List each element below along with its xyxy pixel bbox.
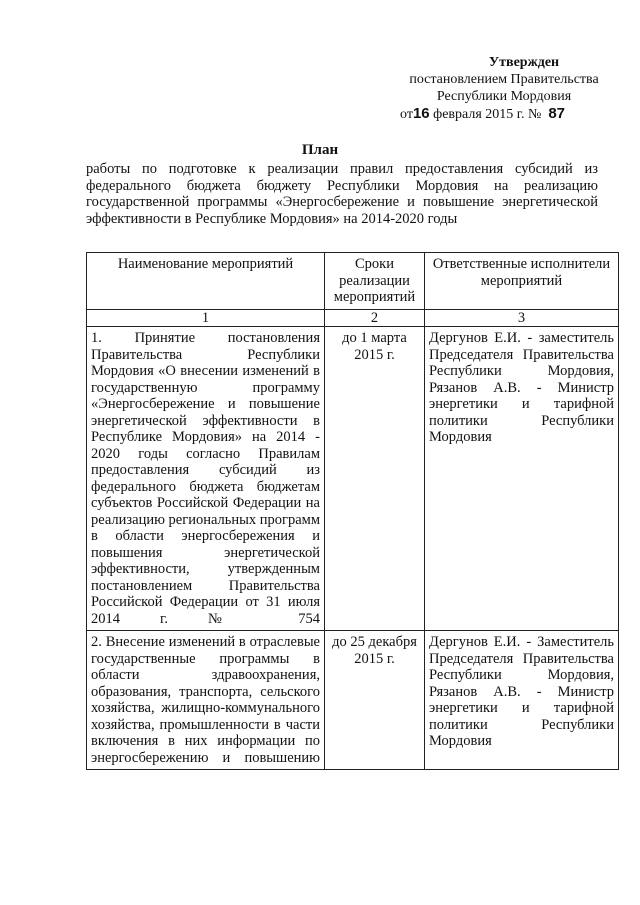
approval-line-3: Республики Мордовия xyxy=(436,89,572,104)
activity-name: 2. Внесение изменений в отраслевые государственные программы в области здравоохранения, образования, транспорта, сельского хозяйства, жилищно-коммунального хозяйства, промышленности в части включения в них информации по энергосбережению и повышению xyxy=(87,631,325,770)
approval-stamp xyxy=(388,54,620,123)
table-header-row xyxy=(87,253,619,310)
decree-number: 87 xyxy=(548,105,565,122)
document-subtitle: работы по подготовке к реализации правил предоставления субсидий из федерального бюджета бюджету Республики Мордовия на реализацию государственной программы «Энергосбережение и повышение энергетической эффективности в Республике Мордовия» на 2014-2020 годы xyxy=(86,161,598,227)
col-number-3: 3 xyxy=(425,309,619,327)
col-number-1: 1 xyxy=(87,309,325,327)
table-number-row xyxy=(87,309,619,327)
activity-term: до 1 марта 2015 г. xyxy=(325,327,425,631)
activity-responsible: Дергунов Е.И. - Заместитель Председателя Правительства Республики Мордовия, Рязанов А.В. - Министр энергетики и тарифной политики Республики Мордовия xyxy=(425,631,619,770)
header-activities: Наименование мероприятий xyxy=(87,253,325,310)
approval-line-2: постановлением Правительства xyxy=(409,72,599,87)
col-number-2: 2 xyxy=(325,309,425,327)
header-terms: Сроки реализации мероприятий xyxy=(325,253,425,310)
date-prefix: от xyxy=(400,107,413,122)
table-row xyxy=(87,327,619,631)
date-rest: февраля 2015 г. № xyxy=(429,107,542,122)
activity-responsible: Дергунов Е.И. - заместитель Председателя Правительства Республики Мордовия, Рязанов А.В. - Министр энергетики и тарифной политики Республики Мордовия xyxy=(425,327,619,631)
approval-date xyxy=(388,105,620,123)
plan-table xyxy=(86,252,619,770)
activity-term: до 25 декабря 2015 г. xyxy=(325,631,425,770)
date-day: 16 xyxy=(412,105,430,122)
header-responsible: Ответственные исполнители мероприятий xyxy=(425,253,619,310)
table-row xyxy=(87,631,619,770)
activity-name: 1. Принятие постановления Правительства Республики Мордовия «О внесении изменений в государственную программу «Энергосбережение и повышение энергетической эффективности в Республике Мордовия» на 2014 - 2020 годы согласно Правилам предоставления субсидий из федерального бюджета бюджетам субъектов Российской Федерации на реализацию региональных программ в области энергосбережения и повышения энергетической эффективности, утвержденным постановлением Правительства Российской Федерации от 31 июля 2014 г. № 754 xyxy=(87,327,325,631)
approval-heading: Утвержден xyxy=(488,55,560,70)
document-title: План xyxy=(301,142,339,158)
